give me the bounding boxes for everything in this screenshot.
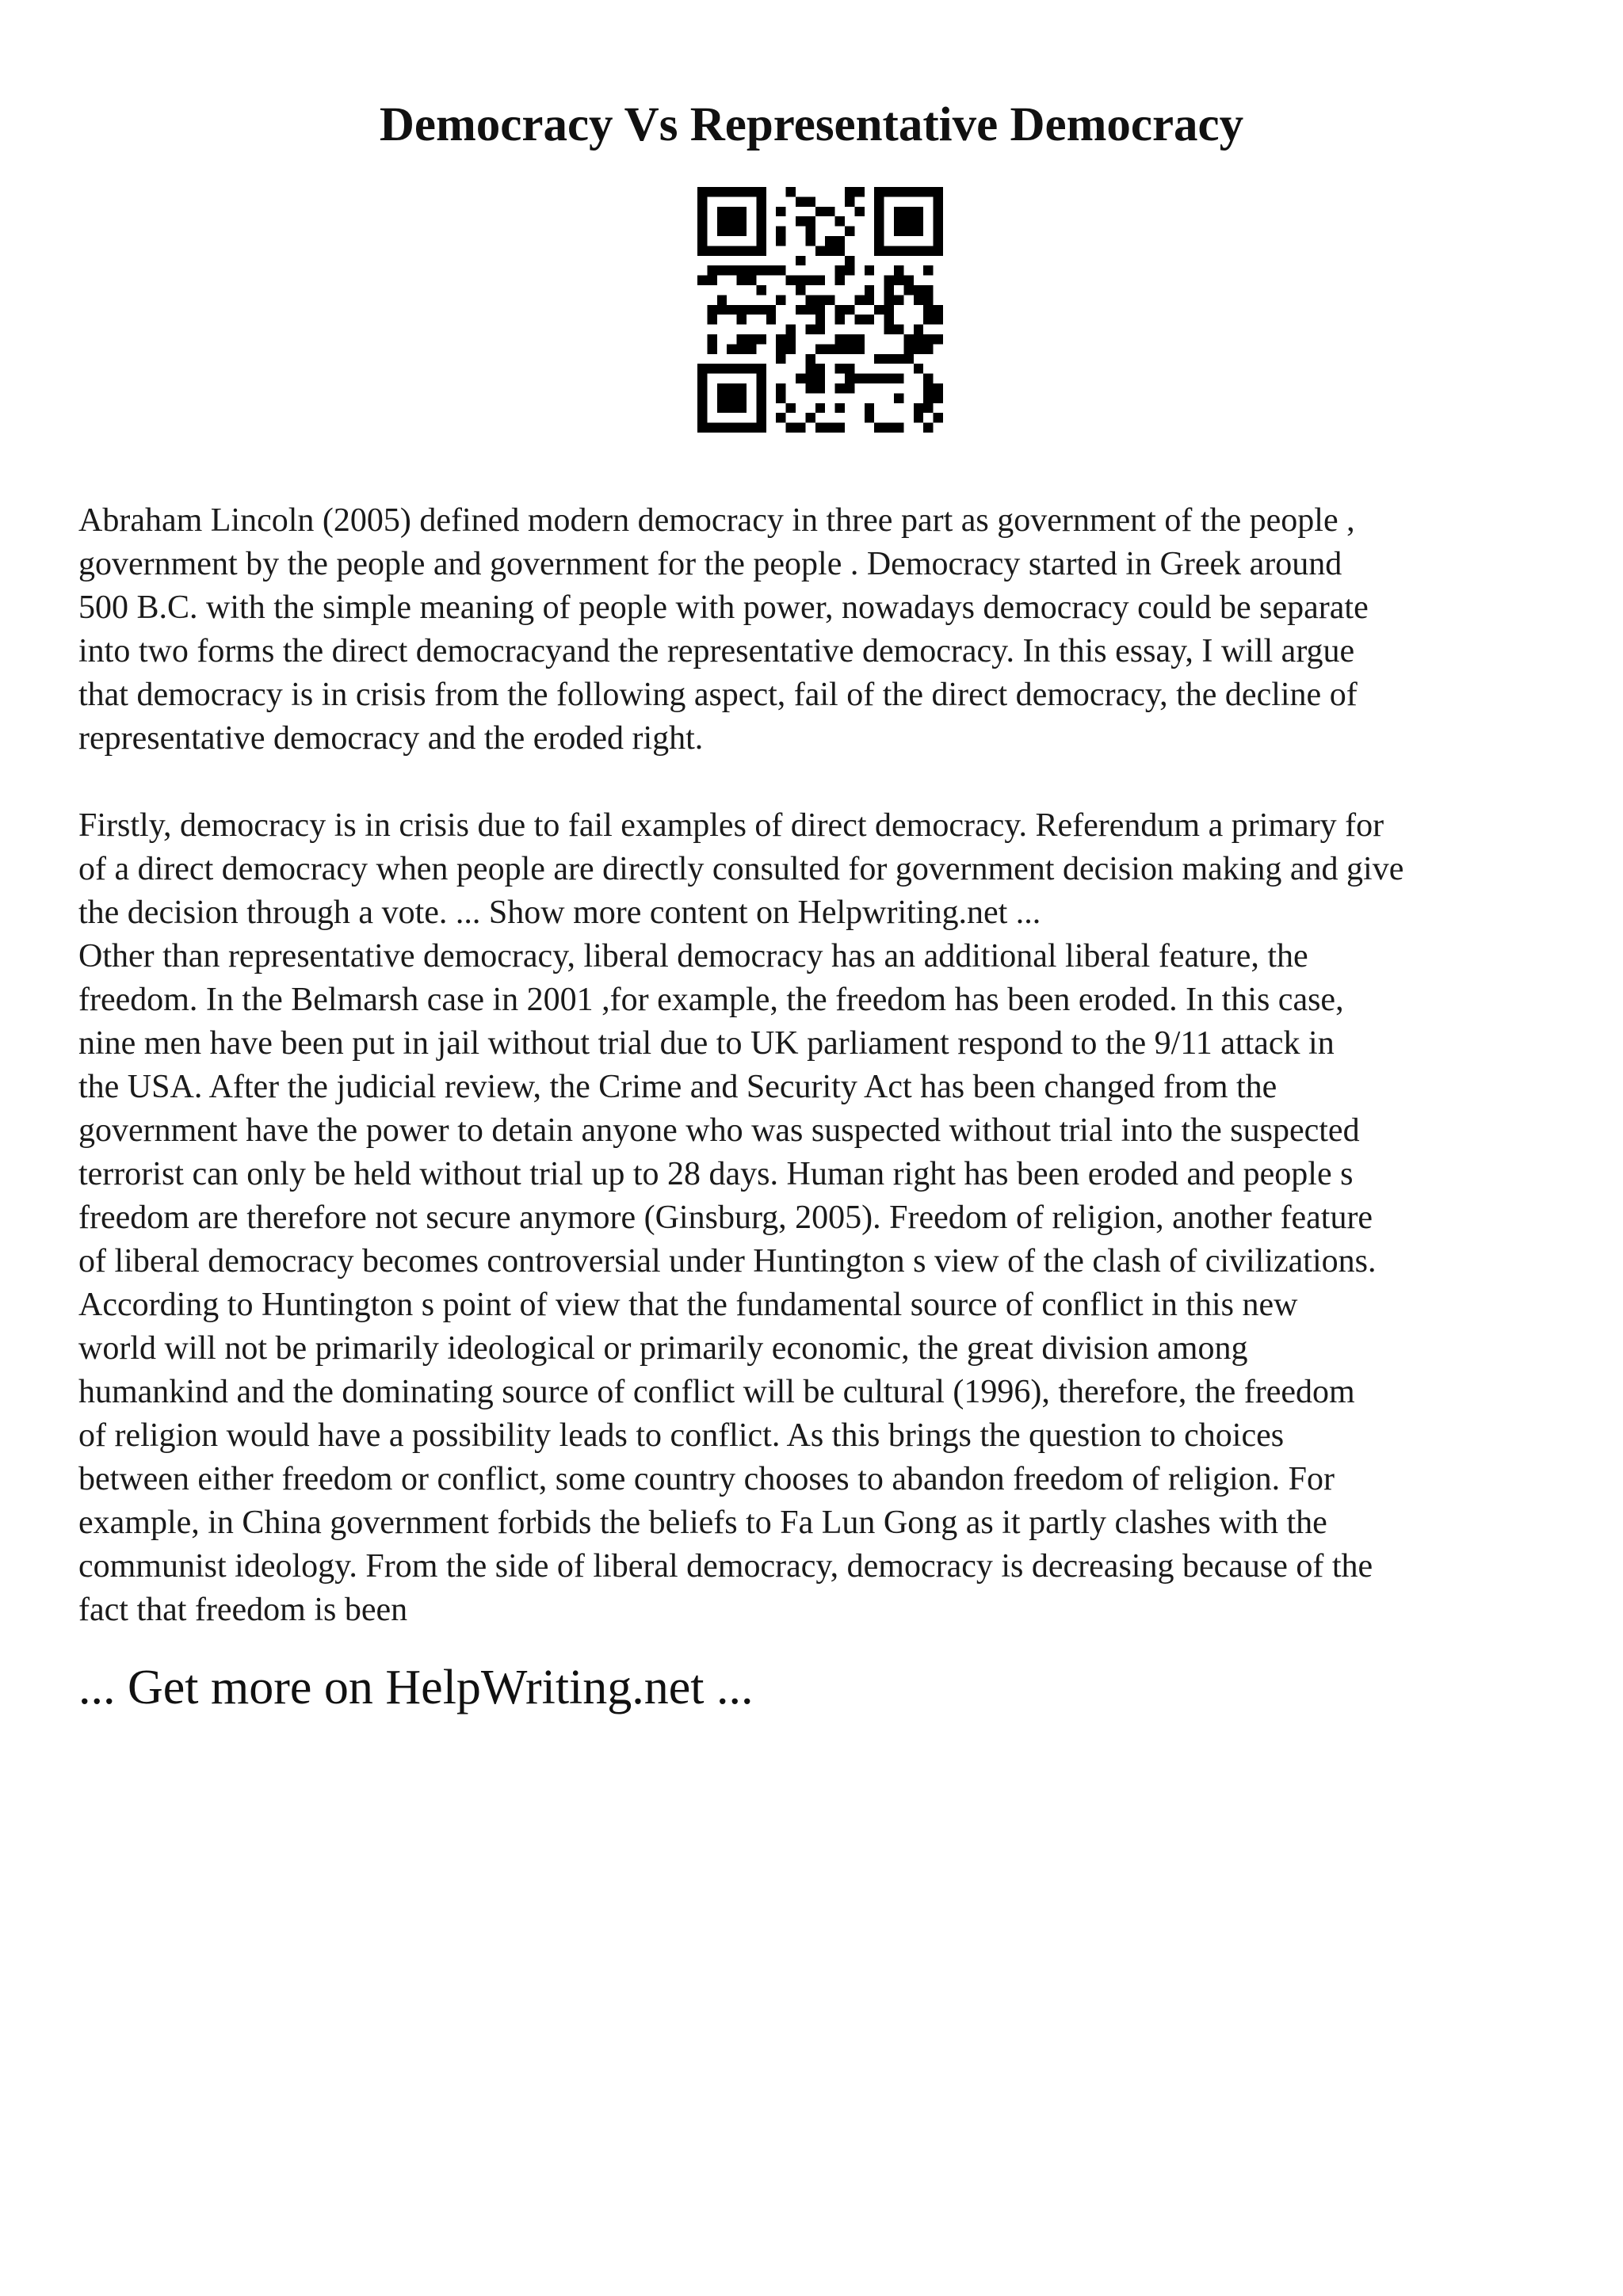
paragraph-liberal-democracy: Other than representative democracy, liberal democracy has an additional liberal feature, the freedom. In the Belmarsh case in 2001 ,for example, the freedom has been eroded. In this case, nine men have been put in jail without trial due to UK parliament respond to the 9/11 attack in the USA. After the judicial review, the Crime and Security Act has been changed from the government have the power to detain anyone who was suspected without trial into the suspected terrorist can only be held without trial up to 28 days. Human right has been eroded and people s freedom are therefore not secure anymore (Ginsburg, 2005). Freedom of religion, another feature of liberal democracy becomes controversial under Huntington s view of the clash of civilizations. According to Huntington s point of view that the fundamental source of conflict in this new world will not be primarily ideological or primarily economic, the great division among humankind and the dominating source of conflict will be cultural (1996), therefore, the freedom of religion would have a possibility leads to conflict. As this brings the question to choices between either freedom or conflict, some country chooses to abandon freedom of religion. For example, in China government forbids the beliefs to Fa Lun Gong as it partly clashes with the communist ideology. From the side of liberal democracy, democracy is decreasing because of the fact that freedom is been bbox=[78, 938, 1377, 1628]
get-more-link[interactable]: ... Get more on HelpWriting.net ... bbox=[78, 1661, 754, 1714]
paragraph-firstly: Firstly, democracy is in crisis due to fail examples of direct democracy. Referendum a primary for of a direct democracy when people are directly consulted for government decision making and give the decision through a vote. ... Show more content on Helpwriting.net ... bbox=[78, 807, 1404, 931]
paragraph-intro: Abraham Lincoln (2005) defined modern democracy in three part as government of the people , government by the people and government for the people . Democracy started in Greek around 500 B.C. with the simple meaning of people with power, nowadays democracy could be separate into two forms the direct democracyand the representative democracy. In this essay, I will argue that democracy is in crisis from the following aspect, fail of the direct democracy, the decline of representative democracy and the eroded right. bbox=[78, 502, 1369, 757]
qr-code-icon bbox=[697, 187, 943, 433]
document-title: Democracy Vs Representative Democracy bbox=[379, 98, 1244, 151]
document-body bbox=[78, 499, 1584, 1632]
